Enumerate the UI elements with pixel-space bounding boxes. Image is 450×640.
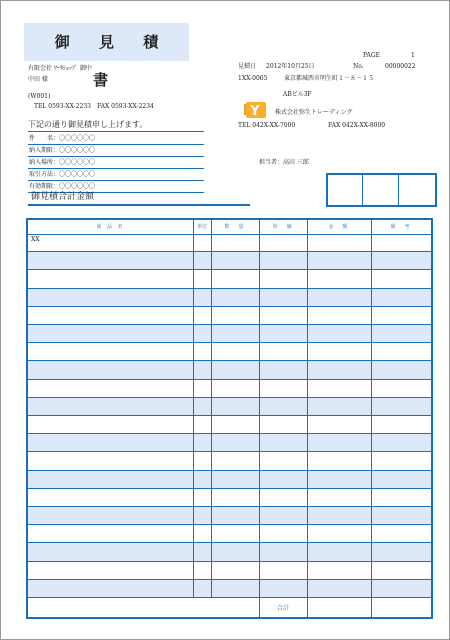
column-divider <box>307 220 308 617</box>
intro-text: 下記の通り御見積申し上げます。 <box>28 120 148 129</box>
column-divider <box>193 220 194 598</box>
column-divider <box>259 220 260 617</box>
recipient-contact: TEL 0593-XX-2233 FAX 0593-XX-2234 <box>34 103 154 110</box>
svg-text:Y: Y <box>250 104 260 118</box>
header-unit: 単位 <box>196 224 207 230</box>
field-valid-until-text: 有効期限：〇〇〇〇〇〇 <box>29 183 96 190</box>
date-label: 見積日 <box>238 63 257 70</box>
sender-company: 株式会社弥生トレーディング <box>275 109 353 116</box>
recipient-person: 中田 様 <box>28 76 48 83</box>
document-title: 御 見 積 書 <box>54 33 171 89</box>
number-value: 00000022 <box>385 63 416 70</box>
total-underline <box>28 204 250 206</box>
date-value: 2012年10月25日 <box>266 63 315 70</box>
header-unit-price: 単 価 <box>272 224 294 230</box>
item-name-cell: XX <box>31 236 40 243</box>
total-amount-label: 御見積合計金額 <box>31 192 95 202</box>
number-label: No. <box>353 63 364 70</box>
field-subject-text: 件 名：〇〇〇〇〇〇 <box>29 135 96 142</box>
field-delivery-deadline-text: 納入期限：〇〇〇〇〇〇 <box>29 147 96 154</box>
header-amount: 金 額 <box>328 224 350 230</box>
items-table <box>26 218 433 619</box>
column-divider <box>211 220 212 598</box>
header-quantity: 数 量 <box>224 224 246 230</box>
sender-fax: FAX 042X-XX-8000 <box>328 122 386 129</box>
page-label: PAGE <box>363 52 380 59</box>
company-logo-icon <box>244 102 266 118</box>
field-payment-method-text: 取引方法：〇〇〇〇〇〇 <box>29 171 96 178</box>
sender-building: ABビル3F <box>283 91 312 98</box>
sender-tel: TEL 042X-XX-7000 <box>238 122 296 129</box>
recipient-code: (W001) <box>28 93 51 100</box>
stamp-box <box>326 173 437 207</box>
field-delivery-place-text: 納入場所：〇〇〇〇〇〇 <box>29 159 96 166</box>
sender-address: 東京都城西市明生町１－８－１５ <box>284 75 375 82</box>
recipient-company: 有限会社 ﾜｰﾀｼｮｯﾌﾟ 御中 <box>28 65 92 72</box>
header-item-name: 商 品 名 <box>96 224 125 230</box>
stamp-divider <box>362 175 363 205</box>
header-notes: 備 考 <box>390 224 412 230</box>
page-number: 1 <box>411 52 415 59</box>
footer-total-label: 合計 <box>276 605 289 612</box>
stamp-divider <box>398 175 399 205</box>
column-divider <box>371 220 372 617</box>
sender-postal: 1XX-0065 <box>238 75 268 82</box>
sender-person: 担当者：高田 三郎 <box>259 159 309 166</box>
